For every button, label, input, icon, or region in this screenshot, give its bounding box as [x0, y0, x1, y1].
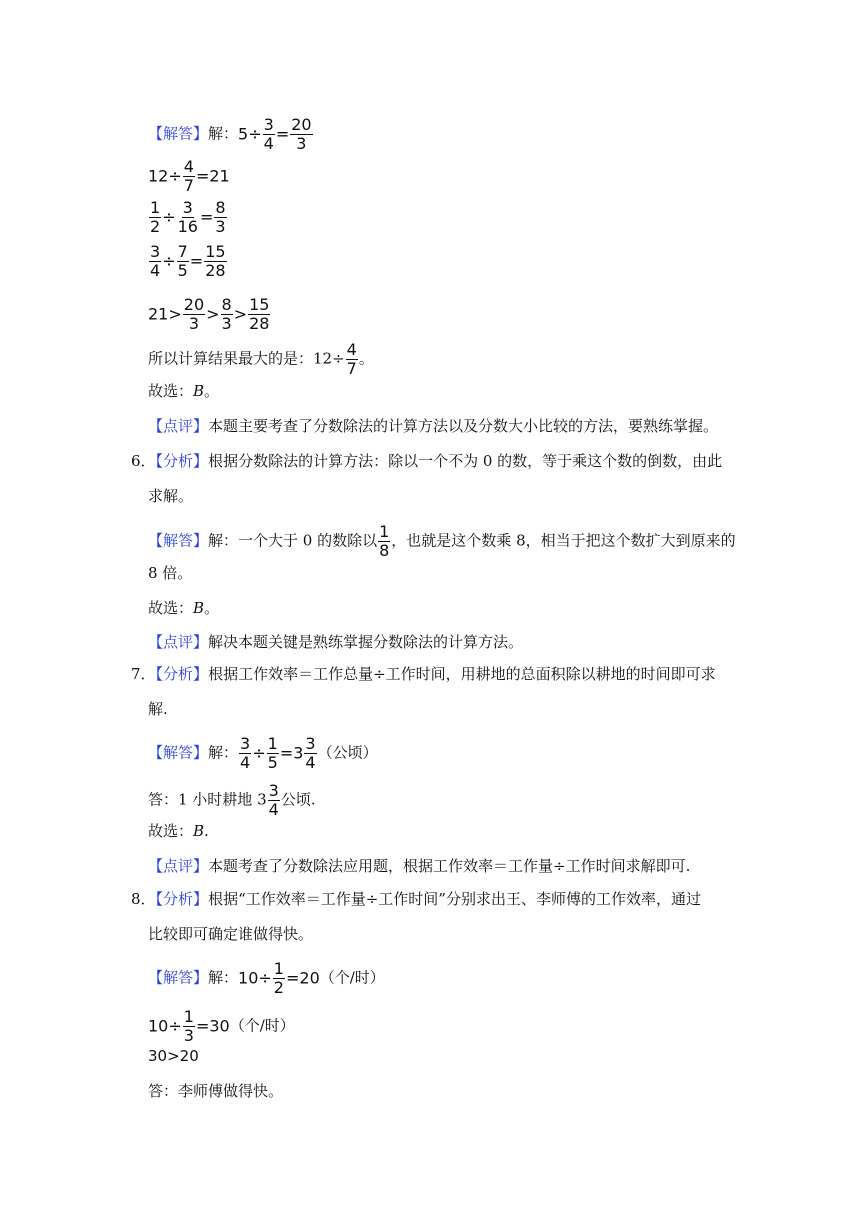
fraction: $\frac{20}{3}$: [291, 115, 312, 153]
q6-analysis-line1: 6．【分析】根据分数除法的计算方法：除以一个不为 0 的数，等于乘这个数的倒数，由此: [131, 452, 723, 470]
review-tag: 【点评】: [148, 633, 209, 651]
review-tag: 【点评】: [148, 857, 209, 875]
q5-answer-line5: 21> $\frac{20}{3}$ > $\frac{8}{3}$ > $\frac{15}{28}$: [148, 295, 270, 333]
q8-answer-line2: 10÷ $\frac{1}{3}$ =30（个/时）: [148, 1007, 295, 1045]
fraction: $\frac{1}{8}$: [379, 522, 390, 560]
q7-reply: 答：1 小时耕地 3 $\frac{3}{4}$ 公顷.: [148, 781, 316, 819]
fraction: $\frac{1}{2}$: [273, 959, 284, 997]
question-number: 7．: [131, 665, 156, 683]
q6-choice: 故选：B。: [148, 599, 220, 617]
q7-analysis-line2: 解.: [148, 700, 168, 718]
q6-answer-line2: 8 倍。: [148, 564, 193, 582]
fraction: $\frac{1}{2}$: [150, 198, 161, 236]
q8-answer-line1: 【解答】解：10÷ $\frac{1}{2}$ =20（个/时）: [148, 959, 385, 997]
analysis-tag: 【分析】: [155, 452, 209, 470]
analysis-tag: 【分析】: [155, 890, 209, 908]
analysis-tag: 【分析】: [155, 665, 209, 683]
answer-tag: 【解答】: [148, 968, 209, 987]
fraction: $\frac{8}{3}$: [215, 198, 226, 236]
q5-answer-line2: 12÷ $\frac{4}{7}$ =21: [148, 157, 230, 195]
q6-answer-line1: 【解答】解：一个大于 0 的数除以 $\frac{1}{8}$ ，也就是这个数乘 8，相当于把这个数扩大到原来的: [148, 522, 736, 560]
fraction: $\frac{4}{7}$: [346, 340, 357, 378]
question-number: 6．: [131, 452, 156, 470]
q7-analysis-line1: 7．【分析】根据工作效率＝工作总量÷工作时间，用耕地的总面积除以耕地的时间即可求: [131, 665, 716, 683]
fraction: $\frac{3}{4}$: [263, 115, 274, 153]
q8-reply: 答：李师傅做得快。: [148, 1082, 284, 1100]
question-number: 8．: [131, 890, 156, 908]
q8-analysis-line2: 比较即可确定谁做得快。: [148, 925, 314, 943]
q6-review: 【点评】解决本题关键是熟练掌握分数除法的计算方法。: [148, 633, 524, 651]
q8-comparison: 30>20: [148, 1047, 199, 1065]
fraction: $\frac{1}{3}$: [183, 1007, 194, 1045]
q5-answer-line4: $\frac{3}{4}$ ÷ $\frac{7}{5}$ = $\frac{15}{28}$: [150, 242, 226, 280]
answer-tag: 【解答】: [148, 124, 209, 143]
answer-tag: 【解答】: [148, 743, 209, 762]
q5-conclusion: 所以计算结果最大的是：12÷ $\frac{4}{7}$ 。: [148, 340, 374, 378]
fraction: $\frac{3}{4}$: [305, 734, 316, 772]
fraction: $\frac{3}{4}$: [150, 242, 161, 280]
fraction: $\frac{15}{28}$: [249, 295, 270, 333]
review-tag: 【点评】: [148, 417, 209, 435]
fraction: $\frac{3}{4}$: [268, 781, 279, 819]
fraction: $\frac{3}{16}$: [177, 198, 198, 236]
fraction: $\frac{4}{7}$: [183, 157, 194, 195]
fraction: $\frac{8}{3}$: [221, 295, 232, 333]
q5-choice: 故选：B。: [148, 382, 220, 400]
fraction: $\frac{3}{4}$: [240, 734, 251, 772]
q5-answer-line3: $\frac{1}{2}$ ÷ $\frac{3}{16}$ = $\frac{8}{3}$: [150, 198, 226, 236]
q7-review: 【点评】本题考查了分数除法应用题，根据工作效率＝工作量÷工作时间求解即可.: [148, 857, 691, 875]
fraction: $\frac{7}{5}$: [177, 242, 188, 280]
q6-analysis-line2: 求解。: [148, 487, 194, 505]
fraction: $\frac{1}{5}$: [267, 734, 278, 772]
fraction: $\frac{15}{28}$: [205, 242, 226, 280]
q7-choice: 故选：B.: [148, 822, 209, 840]
q8-analysis-line1: 8．【分析】根据“工作效率＝工作量÷工作时间”分别求出王、李师傅的工作效率，通过: [131, 890, 701, 908]
answer-tag: 【解答】: [148, 531, 209, 550]
q5-answer-line1: 【解答】解：5÷ $\frac{3}{4}$ = $\frac{20}{3}$: [148, 115, 312, 153]
fraction: $\frac{20}{3}$: [183, 295, 205, 333]
q7-answer: 【解答】解： $\frac{3}{4}$ ÷ $\frac{1}{5}$ =3 $\frac{3}{4}$ （公顷）: [148, 734, 378, 772]
q5-review: 【点评】本题主要考查了分数除法的计算方法以及分数大小比较的方法，要熟练掌握。: [148, 417, 719, 435]
